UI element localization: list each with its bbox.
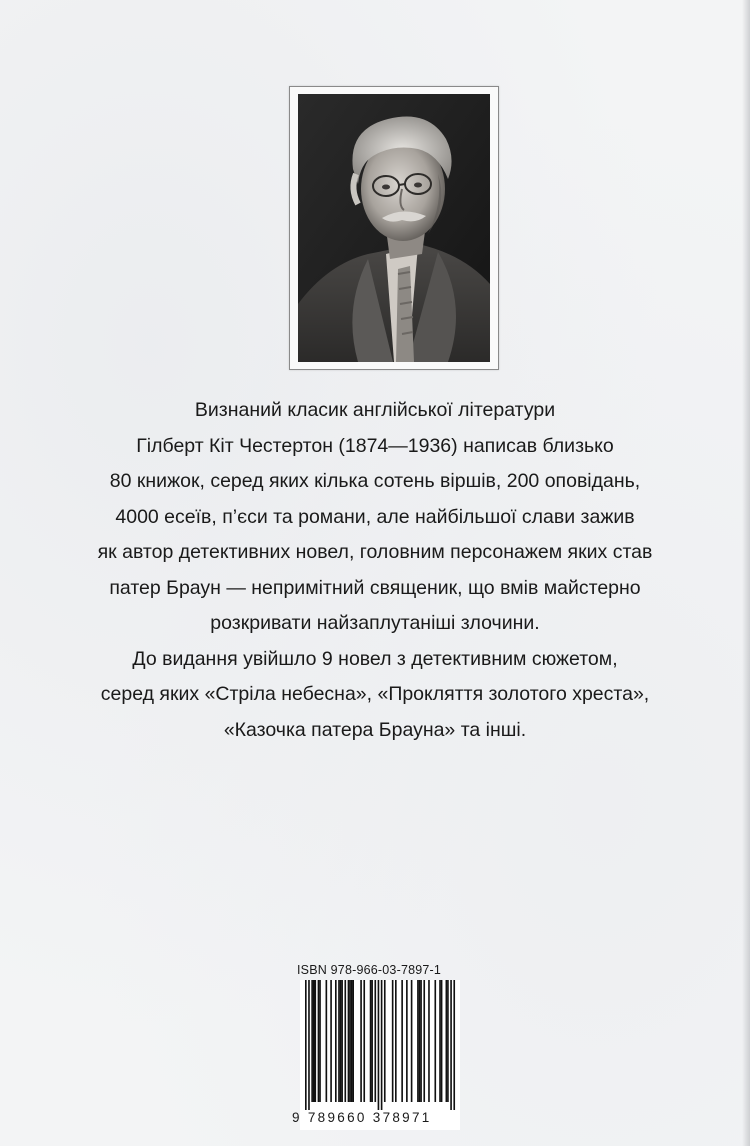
barcode-bar	[344, 980, 346, 1102]
barcode-bar	[378, 980, 380, 1110]
barcode-bar	[348, 980, 350, 1102]
description-line: як автор детективних новел, головним персонажем яких став	[97, 541, 653, 563]
barcode-bar	[308, 980, 310, 1110]
barcode-bar	[351, 980, 353, 1102]
barcode-bar	[417, 980, 419, 1102]
barcode-bar	[441, 980, 443, 1102]
barcode-bar	[447, 980, 449, 1102]
barcode-bar	[419, 980, 421, 1102]
barcode-bar	[311, 980, 313, 1102]
description-line: 4000 есеїв, п’єси та романи, але найбільшої слави зажив	[115, 505, 635, 528]
barcode-bar	[318, 980, 320, 1102]
barcode-bar	[381, 980, 383, 1110]
barcode-bar	[360, 980, 362, 1102]
barcode-bar	[370, 980, 372, 1102]
barcode-bar	[305, 980, 307, 1110]
description-line: Гілберт Кіт Честертон (1874—1936) написав близько	[136, 434, 614, 457]
barcode-bars	[300, 980, 460, 1110]
description-line: Визнаний класик англійської літератури	[194, 399, 556, 421]
barcode-bar	[374, 980, 376, 1102]
barcode-bar	[384, 980, 386, 1102]
author-portrait	[298, 94, 490, 362]
barcode-bar	[439, 980, 441, 1102]
barcode-bar	[450, 980, 452, 1110]
barcode-bar	[326, 980, 328, 1102]
description-paragraph-2	[60, 642, 690, 749]
barcode-bar	[392, 980, 394, 1102]
barcode-bar	[423, 980, 425, 1102]
barcode-bar	[340, 980, 342, 1102]
description-line: розкривати найзаплутаніші злочини.	[210, 612, 540, 634]
barcode-bar	[428, 980, 430, 1102]
barcode-bar	[352, 980, 354, 1102]
description-line: 80 книжок, серед яких кілька сотень віршів, 200 оповідань,	[109, 470, 641, 492]
barcode-bar	[314, 980, 316, 1102]
description-line: серед яких «Стріла небесна», «Прокляття золотого хреста»,	[100, 683, 650, 705]
description-paragraph-1	[60, 393, 690, 642]
cover-edge	[742, 0, 750, 1146]
barcode-bar	[434, 980, 436, 1102]
barcode	[300, 980, 460, 1130]
barcode-bar	[319, 980, 321, 1102]
barcode-bar	[371, 980, 373, 1102]
barcode-bar	[401, 980, 403, 1102]
barcode-bar	[330, 980, 332, 1102]
author-portrait-frame	[289, 86, 499, 370]
barcode-bar	[313, 980, 315, 1102]
barcode-bar	[363, 980, 365, 1102]
barcode-bar	[446, 980, 448, 1102]
description-line: патер Браун — непримітний священик, що вмів майстерно	[109, 576, 641, 599]
description-line: «Казочка патера Брауна» та інші.	[223, 718, 527, 741]
barcode-bar	[453, 980, 455, 1110]
barcode-bar	[338, 980, 340, 1102]
isbn-label: ISBN 978-966-03-7897-1	[297, 963, 442, 977]
barcode-bar	[341, 980, 343, 1102]
barcode-bar	[349, 980, 351, 1102]
barcode-digits: 9 789660 378971	[292, 1110, 432, 1125]
barcode-bar	[406, 980, 408, 1102]
barcode-bar	[395, 980, 397, 1102]
barcode-bar	[335, 980, 337, 1102]
barcode-bar	[420, 980, 422, 1102]
description-line: До видання увійшло 9 новел з детективним сюжетом,	[132, 647, 618, 670]
barcode-bar	[411, 980, 413, 1102]
book-description	[60, 393, 690, 748]
